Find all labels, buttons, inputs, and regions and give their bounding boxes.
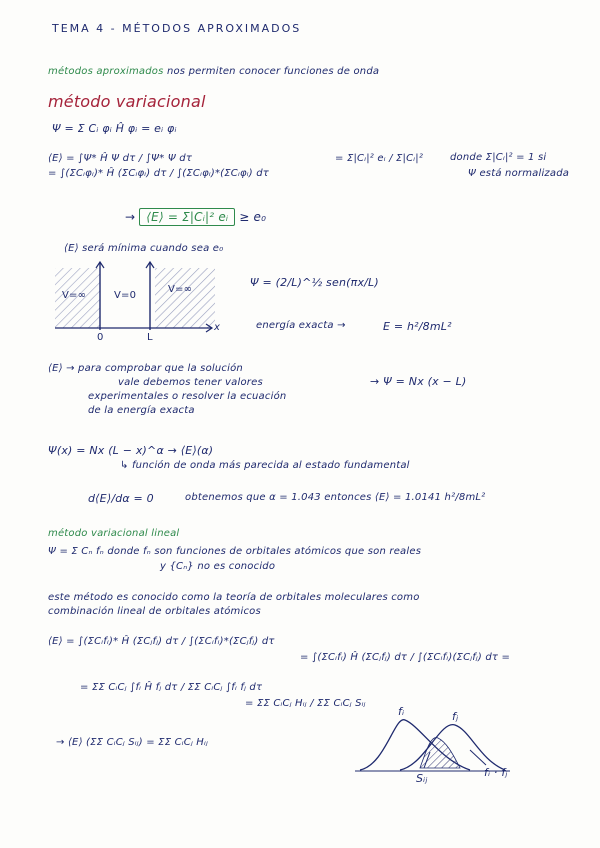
overlap-label-sij: Sᵢⱼ	[416, 772, 428, 785]
deriv-result: obtenemos que α = 1.043 entonces ⟨E⟩ = 1.0141 h²/8mL²	[185, 492, 486, 503]
orbital-overlap-diagram	[355, 720, 510, 771]
boxed-ge: ≥ e₀	[239, 210, 267, 224]
eq-E-left: ⟨E⟩ = ∫Ψ* Ĥ Ψ dτ / ∫Ψ* Ψ dτ	[48, 153, 193, 164]
box-label-middle: V=0	[114, 290, 137, 301]
right-wall-region	[155, 268, 215, 328]
lcao-line-2: combinación lineal de orbitales atómicos	[48, 606, 261, 617]
page-title: TEMA 4 - MÉTODOS APROXIMADOS	[52, 22, 302, 35]
exact-value: E = h²/8mL²	[383, 320, 452, 333]
box-label-zero: 0	[97, 332, 104, 343]
linear-line-2: y {Cₙ} no es conocido	[160, 561, 276, 572]
heading-variational: método variacional	[48, 92, 206, 111]
overlap-label-fi: fᵢ	[398, 705, 405, 718]
trial-alpha: Ψ(x) = Nx (L − x)^α → ⟨E⟩(α)	[48, 444, 214, 457]
compare-line-1: ⟨E⟩ → para comprobar que la solución	[48, 363, 243, 374]
box-label-right: V=∞	[168, 284, 193, 295]
compare-line-3: experimentales o resolver la ecuación	[88, 391, 287, 402]
eq-note-1: donde Σ|Cᵢ|² = 1 si	[450, 152, 547, 163]
compare-line-4: de la energía exacta	[88, 405, 195, 416]
heading-linear: método variacional lineal	[48, 528, 180, 539]
lcao-line-1: este método es conocido como la teoría de orbitales moleculares como	[48, 592, 420, 603]
trial-desc: ↳ función de onda más parecida al estado fundamental	[120, 460, 410, 471]
deriv-cond: d⟨E⟩/dα = 0	[88, 492, 154, 505]
wavefunction: Ψ = (2/L)^½ sen(πx/L)	[250, 276, 379, 289]
box-label-L: L	[147, 332, 153, 343]
minimum-line: ⟨E⟩ será mínima cuando sea e₀	[64, 243, 224, 254]
eq-E2-a: ⟨E⟩ = ∫(ΣCᵢfᵢ)* Ĥ (ΣCⱼfⱼ) dτ / ∫(ΣCᵢfᵢ)*(ΣCⱼfⱼ) dτ	[48, 636, 275, 647]
overlap-label-fifj: fᵢ · fⱼ	[484, 766, 508, 779]
eq-E-right: = Σ|Cᵢ|² eᵢ / Σ|Cᵢ|²	[335, 153, 424, 164]
compare-trial: → Ψ = Nx (x − L)	[370, 375, 467, 388]
eq-E3-b: = ΣΣ CᵢCⱼ Hᵢⱼ / ΣΣ CᵢCⱼ Sᵢⱼ	[245, 698, 366, 709]
boxed-result: ⟨E⟩ = Σ|Cᵢ|² eᵢ	[139, 208, 235, 226]
overlap-label-fj: fⱼ	[452, 710, 459, 723]
box-label-left: V=∞	[62, 290, 87, 301]
eq-psi: Ψ = Σ Cᵢ φᵢ Ĥ φᵢ = eᵢ φᵢ	[52, 122, 177, 135]
eq-E-mid: = ∫(ΣCᵢφᵢ)* Ĥ (ΣCᵢφᵢ) dτ / ∫(ΣCᵢφᵢ)*(ΣCᵢφᵢ) dτ	[48, 168, 269, 179]
intro-green: métodos aproximados	[48, 66, 164, 77]
eq-E3-a: = ΣΣ CᵢCⱼ ∫fᵢ Ĥ fⱼ dτ / ΣΣ CᵢCⱼ ∫fᵢ fⱼ dτ	[80, 682, 263, 693]
linear-line-1: Ψ = Σ Cₙ fₙ donde fₙ son funciones de orbitales atómicos que son reales	[48, 546, 422, 557]
box-label-x: x	[214, 322, 221, 333]
intro-rest: nos permiten conocer funciones de onda	[166, 66, 380, 77]
eq-E2-b: = ∫(ΣCᵢfᵢ) Ĥ (ΣCⱼfⱼ) dτ / ∫(ΣCᵢfᵢ)(ΣCⱼfⱼ) dτ =	[300, 652, 511, 663]
eq-note-2: Ψ está normalizada	[468, 168, 570, 179]
exact-label: energía exacta →	[256, 320, 346, 331]
secular-equation: → ⟨E⟩ (ΣΣ CᵢCⱼ Sᵢⱼ) = ΣΣ CᵢCⱼ Hᵢⱼ	[56, 737, 208, 748]
boxed-arrow: →	[125, 210, 136, 224]
compare-line-2: vale debemos tener valores	[118, 377, 263, 388]
